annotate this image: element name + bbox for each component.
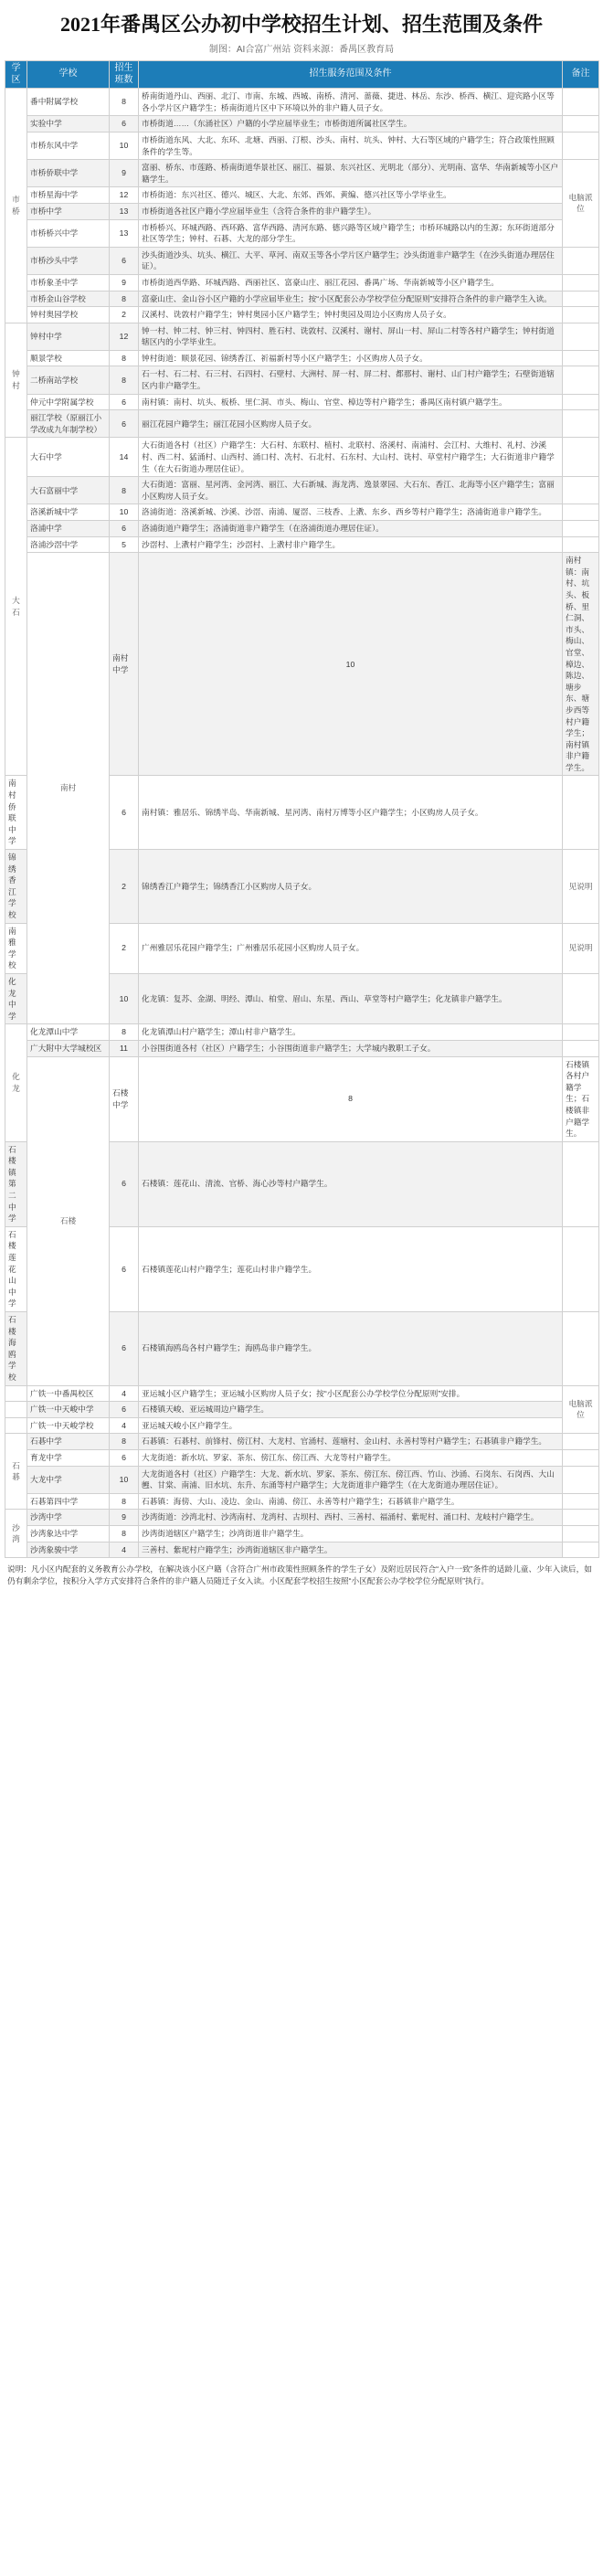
enrollment-range: 洛浦街道：洛溪新城、沙溪、沙滘、南浦、厦滘、三枝香、上漖、东乡、西乡等村户籍学生；洛浦街道非户籍学生。: [139, 504, 563, 521]
school-name: 洛浦沙滘中学: [27, 536, 110, 553]
remark-cell: 见说明: [563, 923, 599, 973]
school-name: 育龙中学: [27, 1449, 110, 1466]
remark-cell: [563, 274, 599, 291]
remark-cell: [563, 1226, 599, 1311]
table-row: [5, 89, 599, 116]
enrollment-range: 化龙镇：复苏、金湖、明经、潭山、柏堂、眉山、东星、西山、草堂等村户籍学生；化龙镇非户籍学生。: [139, 973, 563, 1023]
table-row: [5, 219, 599, 247]
class-count: 8: [139, 1056, 563, 1141]
district-cell: [5, 1402, 27, 1418]
school-name: 二桥南站学校: [27, 366, 110, 394]
header-note: 备注: [563, 61, 599, 89]
enrollment-range: 钟村街道：顺景花园、锦绣香江、祈福新村等小区户籍学生；小区购房人员子女。: [139, 350, 563, 366]
school-name: 南雅学校: [5, 923, 27, 973]
school-name: 石楼镇第二中学: [5, 1141, 27, 1226]
district-cell: 市桥: [5, 89, 27, 323]
table-row: [5, 1056, 599, 1141]
enrollment-range: 广州雅居乐花园户籍学生；广州雅居乐花园小区购房人员子女。: [139, 923, 563, 973]
table-row: [5, 1510, 599, 1526]
class-count: 13: [110, 203, 139, 219]
enrollment-range: 富丽、桥东、市莲路、桥南街道华景社区、丽江、福景、东兴社区、光明北（部分）、光明南、富华、华南新城等小区户籍学生。: [139, 160, 563, 187]
class-count: 6: [110, 776, 139, 850]
school-name: 番中附属学校: [27, 89, 110, 116]
table-row: [5, 1417, 599, 1434]
enrollment-range: 市桥街道东风、大北、东环、北塘、西丽、汀根、沙头、南村、坑头、钟村、大石等区域的户籍学生；符合政策性照顾条件的学生等。: [139, 132, 563, 159]
enrollment-range: 大石街道各村（社区）户籍学生：大石村、东联村、植村、北联村、洛溪村、南浦村、会江村、大维村、礼村、沙溪村、西二村、猛涌村、山西村、涌口村、冼村、石北村、石东村、大山村、诜村、草堂村户籍学生；大石街道非户籍学生（在大石街道办理居住证）。: [139, 438, 563, 477]
enrollment-range: 大龙街道：新水坑、罗家、茶东、傍江东、傍江西、大龙等村户籍学生。: [139, 1449, 563, 1466]
remark-cell: [563, 394, 599, 410]
school-name: 沙湾中学: [27, 1510, 110, 1526]
remark-cell: [563, 1542, 599, 1558]
enrollment-range: 南村镇：雅居乐、锦绣半岛、华南新城、星河湾、南村万博等小区户籍学生；小区购房人员子女。: [139, 776, 563, 850]
school-name: 顺景学校: [27, 350, 110, 366]
remark-cell: [563, 410, 599, 438]
district-cell: [5, 1385, 27, 1402]
table-row: [5, 504, 599, 521]
remark-cell: [563, 1312, 599, 1386]
class-count: 2: [110, 307, 139, 323]
remark-cell: [563, 477, 599, 504]
enrollment-range: 沙头街道沙头、坑头、横江、大平、草河、南双玉等各小学片区户籍学生；沙头街道非户籍学生（在沙头街道办理居住证）。: [139, 247, 563, 274]
enrollment-range: 大石街道：富丽、星河湾、金河湾、丽江、大石新城、海龙湾、逸景翠园、大石东、香江、北海等小区户籍学生；富丽小区购房人员子女。: [139, 477, 563, 504]
school-name: 大石中学: [27, 438, 110, 477]
table-row: [5, 187, 599, 204]
class-count: 4: [110, 1417, 139, 1434]
table-row: [5, 116, 599, 133]
class-count: 12: [110, 187, 139, 204]
header-range: 招生服务范围及条件: [139, 61, 563, 89]
remark-cell: [563, 89, 599, 116]
table-row: [5, 1449, 599, 1466]
school-name: 洛溪新城中学: [27, 504, 110, 521]
enrollment-range: 亚运城小区户籍学生；亚运城小区购房人员子女；按“小区配套公办学校学位分配原则”安排。: [139, 1385, 563, 1402]
class-count: 11: [110, 1040, 139, 1056]
class-count: 8: [110, 1434, 139, 1450]
enrollment-range: 市桥街道：东兴社区、德兴、城区、大北、东郊、西郊、黄编、德兴社区等小学毕业生。: [139, 187, 563, 204]
class-count: 6: [110, 247, 139, 274]
enrollment-range: 石楼镇莲花山村户籍学生；莲花山村非户籍学生。: [139, 1226, 563, 1311]
school-name: 大石富丽中学: [27, 477, 110, 504]
remark-cell: [563, 116, 599, 133]
table-row: [5, 132, 599, 159]
remark-cell: [563, 307, 599, 323]
class-count: 8: [110, 1525, 139, 1542]
class-count: 6: [110, 394, 139, 410]
school-name: 广铁一中天峻中学: [27, 1402, 110, 1418]
enrollment-range: 市桥桥兴、环城西路、西环路、富华西路、清河东路、德兴路等区域户籍学生；市桥环城路以内的生源；东环街道部分社区等学生；钟村、石碁、大龙的部分学生。: [139, 219, 563, 247]
remark-cell: [563, 776, 599, 850]
enrollment-range: 锦绣香江户籍学生；锦绣香江小区购房人员子女。: [139, 850, 563, 924]
district-cell: 钟村: [5, 323, 27, 438]
table-row: [5, 1525, 599, 1542]
table-row: [5, 394, 599, 410]
class-count: 6: [110, 410, 139, 438]
table-row: [5, 1402, 599, 1418]
school-name: 化龙潭山中学: [27, 1024, 110, 1041]
class-count: 9: [110, 1510, 139, 1526]
enrollment-range: 亚运城天峻小区户籍学生。: [139, 1417, 563, 1434]
remark-cell: [563, 536, 599, 553]
table-row: [5, 536, 599, 553]
class-count: 10: [139, 553, 563, 776]
enrollment-range: 石碁镇：石碁村、前锋村、傍江村、大龙村、官涌村、莲塘村、金山村、永善村等村户籍学生；石碁镇非户籍学生。: [139, 1434, 563, 1450]
table-row: [5, 477, 599, 504]
class-count: 2: [110, 923, 139, 973]
table-row: [5, 323, 599, 350]
school-name: 广铁一中番禺校区: [27, 1385, 110, 1402]
school-name: 丽江学校（原丽江小学改成九年制学校）: [27, 410, 110, 438]
enrollment-range: 南村镇：南村、坑头、板桥、里仁洞、市头、梅山、官堂、樟边等村户籍学生；番禺区南村镇户籍学生。: [139, 394, 563, 410]
table-row: [5, 1040, 599, 1056]
class-count: 2: [110, 850, 139, 924]
school-name: 钟村奥园学校: [27, 307, 110, 323]
table-header-row: [5, 61, 599, 89]
table-row: [5, 1434, 599, 1450]
enrollment-table: [5, 60, 599, 1558]
school-name: 实验中学: [27, 116, 110, 133]
class-count: 5: [110, 536, 139, 553]
class-count: 8: [110, 291, 139, 307]
remark-cell: [563, 1024, 599, 1041]
remark-cell: [563, 521, 599, 537]
footer-note: 说明：凡小区内配套的义务教育公办学校，在解决该小区户籍（含符合广州市政策性照顾条件的学生子女）及附近居民符合“入户一致”条件的适龄儿童、少年入读后，如仍有剩余学位，按积分入学方式安排符合条件的非户籍人员随迁子女入读。小区配套学校招生按照“小区配套公办学校学位分配原则”执行。: [7, 1564, 592, 1585]
school-name: 仲元中学附属学校: [27, 394, 110, 410]
school-name: 石楼海鸥学校: [5, 1312, 27, 1386]
enrollment-range: 市桥街道西华路、环城西路、西丽社区、富豪山庄、丽江花园、番禺广场、华南新城等小区户籍学生。: [139, 274, 563, 291]
school-name: 市桥东风中学: [27, 132, 110, 159]
remark-cell: [563, 1466, 599, 1493]
remark-cell: [563, 1434, 599, 1450]
class-count: 10: [110, 973, 139, 1023]
class-count: 10: [110, 1466, 139, 1493]
table-row: [5, 291, 599, 307]
class-count: 10: [110, 132, 139, 159]
class-count: 12: [110, 323, 139, 350]
class-count: 14: [110, 438, 139, 477]
class-count: 8: [110, 89, 139, 116]
class-count: 8: [110, 366, 139, 394]
table-row: [5, 307, 599, 323]
table-row: [5, 1024, 599, 1041]
school-name: 市桥金山谷学校: [27, 291, 110, 307]
class-count: 6: [110, 521, 139, 537]
district-cell: 石楼: [27, 1056, 110, 1385]
enrollment-range: 富豪山庄、金山谷小区户籍的小学应届毕业生；按“小区配套公办学校学位分配原则”安排符合条件的非户籍学生入读。: [139, 291, 563, 307]
school-name: 钟村中学: [27, 323, 110, 350]
remark-cell: [563, 1525, 599, 1542]
enrollment-range: 化龙镇潭山村户籍学生；潭山村非户籍学生。: [139, 1024, 563, 1041]
class-count: 8: [110, 477, 139, 504]
enrollment-range: 汉溪村、诜敦村户籍学生；钟村奥园小区户籍学生；钟村奥园及周边小区购房人员子女。: [139, 307, 563, 323]
school-name: 锦绣香江学校: [5, 850, 27, 924]
enrollment-range: 大龙街道各村（社区）户籍学生：大龙、新水坑、罗家、茶东、傍江东、傍江西、竹山、沙涌、石岗东、石岗西、大山乸、甘棠、南浦、旧水坑、东升、东涌等村户籍学生；大龙街道非户籍学生（在大龙街道办理居住证）。: [139, 1466, 563, 1493]
enrollment-range: 三善村、紫坭村户籍学生；沙湾街道辖区非户籍学生。: [139, 1542, 563, 1558]
remark-cell: [563, 247, 599, 274]
class-count: 6: [110, 1312, 139, 1386]
remark-cell: [563, 973, 599, 1023]
class-count: 6: [110, 1141, 139, 1226]
school-name: 石碁第四中学: [27, 1493, 110, 1510]
table-row: [5, 203, 599, 219]
enrollment-range: 石楼镇各村户籍学生；石楼镇非户籍学生。: [563, 1056, 599, 1141]
enrollment-range: 小谷围街道各村（社区）户籍学生；小谷围街道非户籍学生；大学城内教职工子女。: [139, 1040, 563, 1056]
class-count: 6: [110, 1402, 139, 1418]
school-name: 石碁中学: [27, 1434, 110, 1450]
page-title: 2021年番禺区公办初中学校招生计划、招生范围及条件: [59, 13, 543, 36]
school-name: 沙湾象骏中学: [27, 1542, 110, 1558]
table-row: [5, 160, 599, 187]
district-cell: 南村: [27, 553, 110, 1024]
school-name: 洛浦中学: [27, 521, 110, 537]
remark-cell: 电脑派位: [563, 160, 599, 248]
remark-cell: [563, 291, 599, 307]
enrollment-range: 洛浦街道户籍学生；洛浦街道非户籍学生（在洛浦街道办理居住证）。: [139, 521, 563, 537]
remark-cell: 见说明: [563, 850, 599, 924]
enrollment-range: 市桥街道各社区户籍小学应届毕业生（含符合条件的非户籍学生）。: [139, 203, 563, 219]
district-cell: 化龙: [5, 1024, 27, 1141]
class-count: 6: [110, 116, 139, 133]
remark-cell: [563, 350, 599, 366]
enrollment-range: 钟一村、钟二村、钟三村、钟四村、胜石村、诜敦村、汉溪村、谢村、屏山一村、屏山二村等各村户籍学生；钟村街道辖区内的小学毕业生。: [139, 323, 563, 350]
remark-cell: 电脑派位: [563, 1385, 599, 1434]
enrollment-range: 南村镇：南村、坑头、板桥、里仁洞、市头、梅山、官堂、樟边、陈边、塘步东、塘步西等村户籍学生；南村镇非户籍学生。: [563, 553, 599, 776]
school-name: 石楼中学: [110, 1056, 139, 1141]
remark-cell: [563, 438, 599, 477]
table-row: [5, 350, 599, 366]
district-cell: 石碁: [5, 1434, 27, 1510]
class-count: 9: [110, 274, 139, 291]
table-row: [5, 366, 599, 394]
enrollment-range: 桥南街道丹山、西丽、北汀、市南、东城、西城、南桥、清河、蔷薇、捷进、林岳、东沙、桥西、横江、迎宾路小区等各小学片区户籍学生；桥南街道片区中下环境以外的非户籍人员子女。: [139, 89, 563, 116]
class-count: 9: [110, 160, 139, 187]
header-area: 学区: [5, 61, 27, 89]
enrollment-range: 市桥街道……（东涌社区）户籍的小学应届毕业生；市桥街道所属社区学生。: [139, 116, 563, 133]
enrollment-range: 丽江花园户籍学生；丽江花园小区购房人员子女。: [139, 410, 563, 438]
remark-cell: [563, 1449, 599, 1466]
school-name: 市桥沙头中学: [27, 247, 110, 274]
enrollment-range: 石楼镇天峻、亚运城周边户籍学生。: [139, 1402, 563, 1418]
school-name: 市桥中学: [27, 203, 110, 219]
table-row: [5, 438, 599, 477]
header-school: 学校: [27, 61, 110, 89]
class-count: 8: [110, 1024, 139, 1041]
table-row: [5, 1542, 599, 1558]
school-name: 市桥象圣中学: [27, 274, 110, 291]
table-row: [5, 247, 599, 274]
class-count: 6: [110, 1226, 139, 1311]
enrollment-range: 石楼镇：莲花山、清流、官桥、海心沙等村户籍学生。: [139, 1141, 563, 1226]
table-body: [5, 89, 599, 1558]
school-name: 市桥星海中学: [27, 187, 110, 204]
remark-cell: [563, 1040, 599, 1056]
table-row: [5, 553, 599, 776]
class-count: 10: [110, 504, 139, 521]
remark-cell: [563, 1493, 599, 1510]
page-subtitle: 制图：AI合富广州站 资料来源：番禺区教育局: [208, 45, 395, 55]
remark-cell: [563, 323, 599, 350]
enrollment-range: 石碁镇：海傍、大山、凌边、金山、南浦、傍江、永善等村户籍学生；石碁镇非户籍学生。: [139, 1493, 563, 1510]
school-name: 大龙中学: [27, 1466, 110, 1493]
school-name: 化龙中学: [5, 973, 27, 1023]
class-count: 6: [110, 1449, 139, 1466]
class-count: 4: [110, 1542, 139, 1558]
enrollment-range: 沙湾街道：沙湾北村、沙湾南村、龙湾村、古坝村、西村、三善村、福涌村、紫坭村、涌口村、龙岐村户籍学生。: [139, 1510, 563, 1526]
school-name: 南村侨联中学: [5, 776, 27, 850]
remark-cell: [563, 1510, 599, 1526]
district-cell: [5, 1417, 27, 1434]
table-row: [5, 1385, 599, 1402]
remark-cell: [563, 132, 599, 159]
table-row: [5, 1466, 599, 1493]
remark-cell: [563, 366, 599, 394]
enrollment-range: 沙滘村、上漖村户籍学生；沙滘村、上漖村非户籍学生。: [139, 536, 563, 553]
school-name: 广铁一中天峻学校: [27, 1417, 110, 1434]
class-count: 4: [110, 1385, 139, 1402]
table-row: [5, 1493, 599, 1510]
class-count: 13: [110, 219, 139, 247]
enrollment-range: 石楼镇海鸥岛各村户籍学生；海鸥岛非户籍学生。: [139, 1312, 563, 1386]
header-classes: 招生班数: [110, 61, 139, 89]
school-name: 市桥侨联中学: [27, 160, 110, 187]
school-name: 沙湾象达中学: [27, 1525, 110, 1542]
remark-cell: [563, 504, 599, 521]
district-cell: 沙湾: [5, 1510, 27, 1558]
table-row: [5, 410, 599, 438]
class-count: 8: [110, 350, 139, 366]
enrollment-range: 石一村、石二村、石三村、石四村、石壁村、大洲村、屏一村、屏二村、都那村、谢村、山门村户籍学生；石壁街道辖区内非户籍学生。: [139, 366, 563, 394]
district-cell: 大石: [5, 438, 27, 776]
remark-cell: [563, 1141, 599, 1226]
table-row: [5, 521, 599, 537]
school-name: 广大附中大学城校区: [27, 1040, 110, 1056]
class-count: 8: [110, 1493, 139, 1510]
table-row: [5, 274, 599, 291]
school-name: 市桥桥兴中学: [27, 219, 110, 247]
school-name: 南村中学: [110, 553, 139, 776]
school-name: 石楼莲花山中学: [5, 1226, 27, 1311]
enrollment-range: 沙湾街道辖区户籍学生；沙湾街道非户籍学生。: [139, 1525, 563, 1542]
